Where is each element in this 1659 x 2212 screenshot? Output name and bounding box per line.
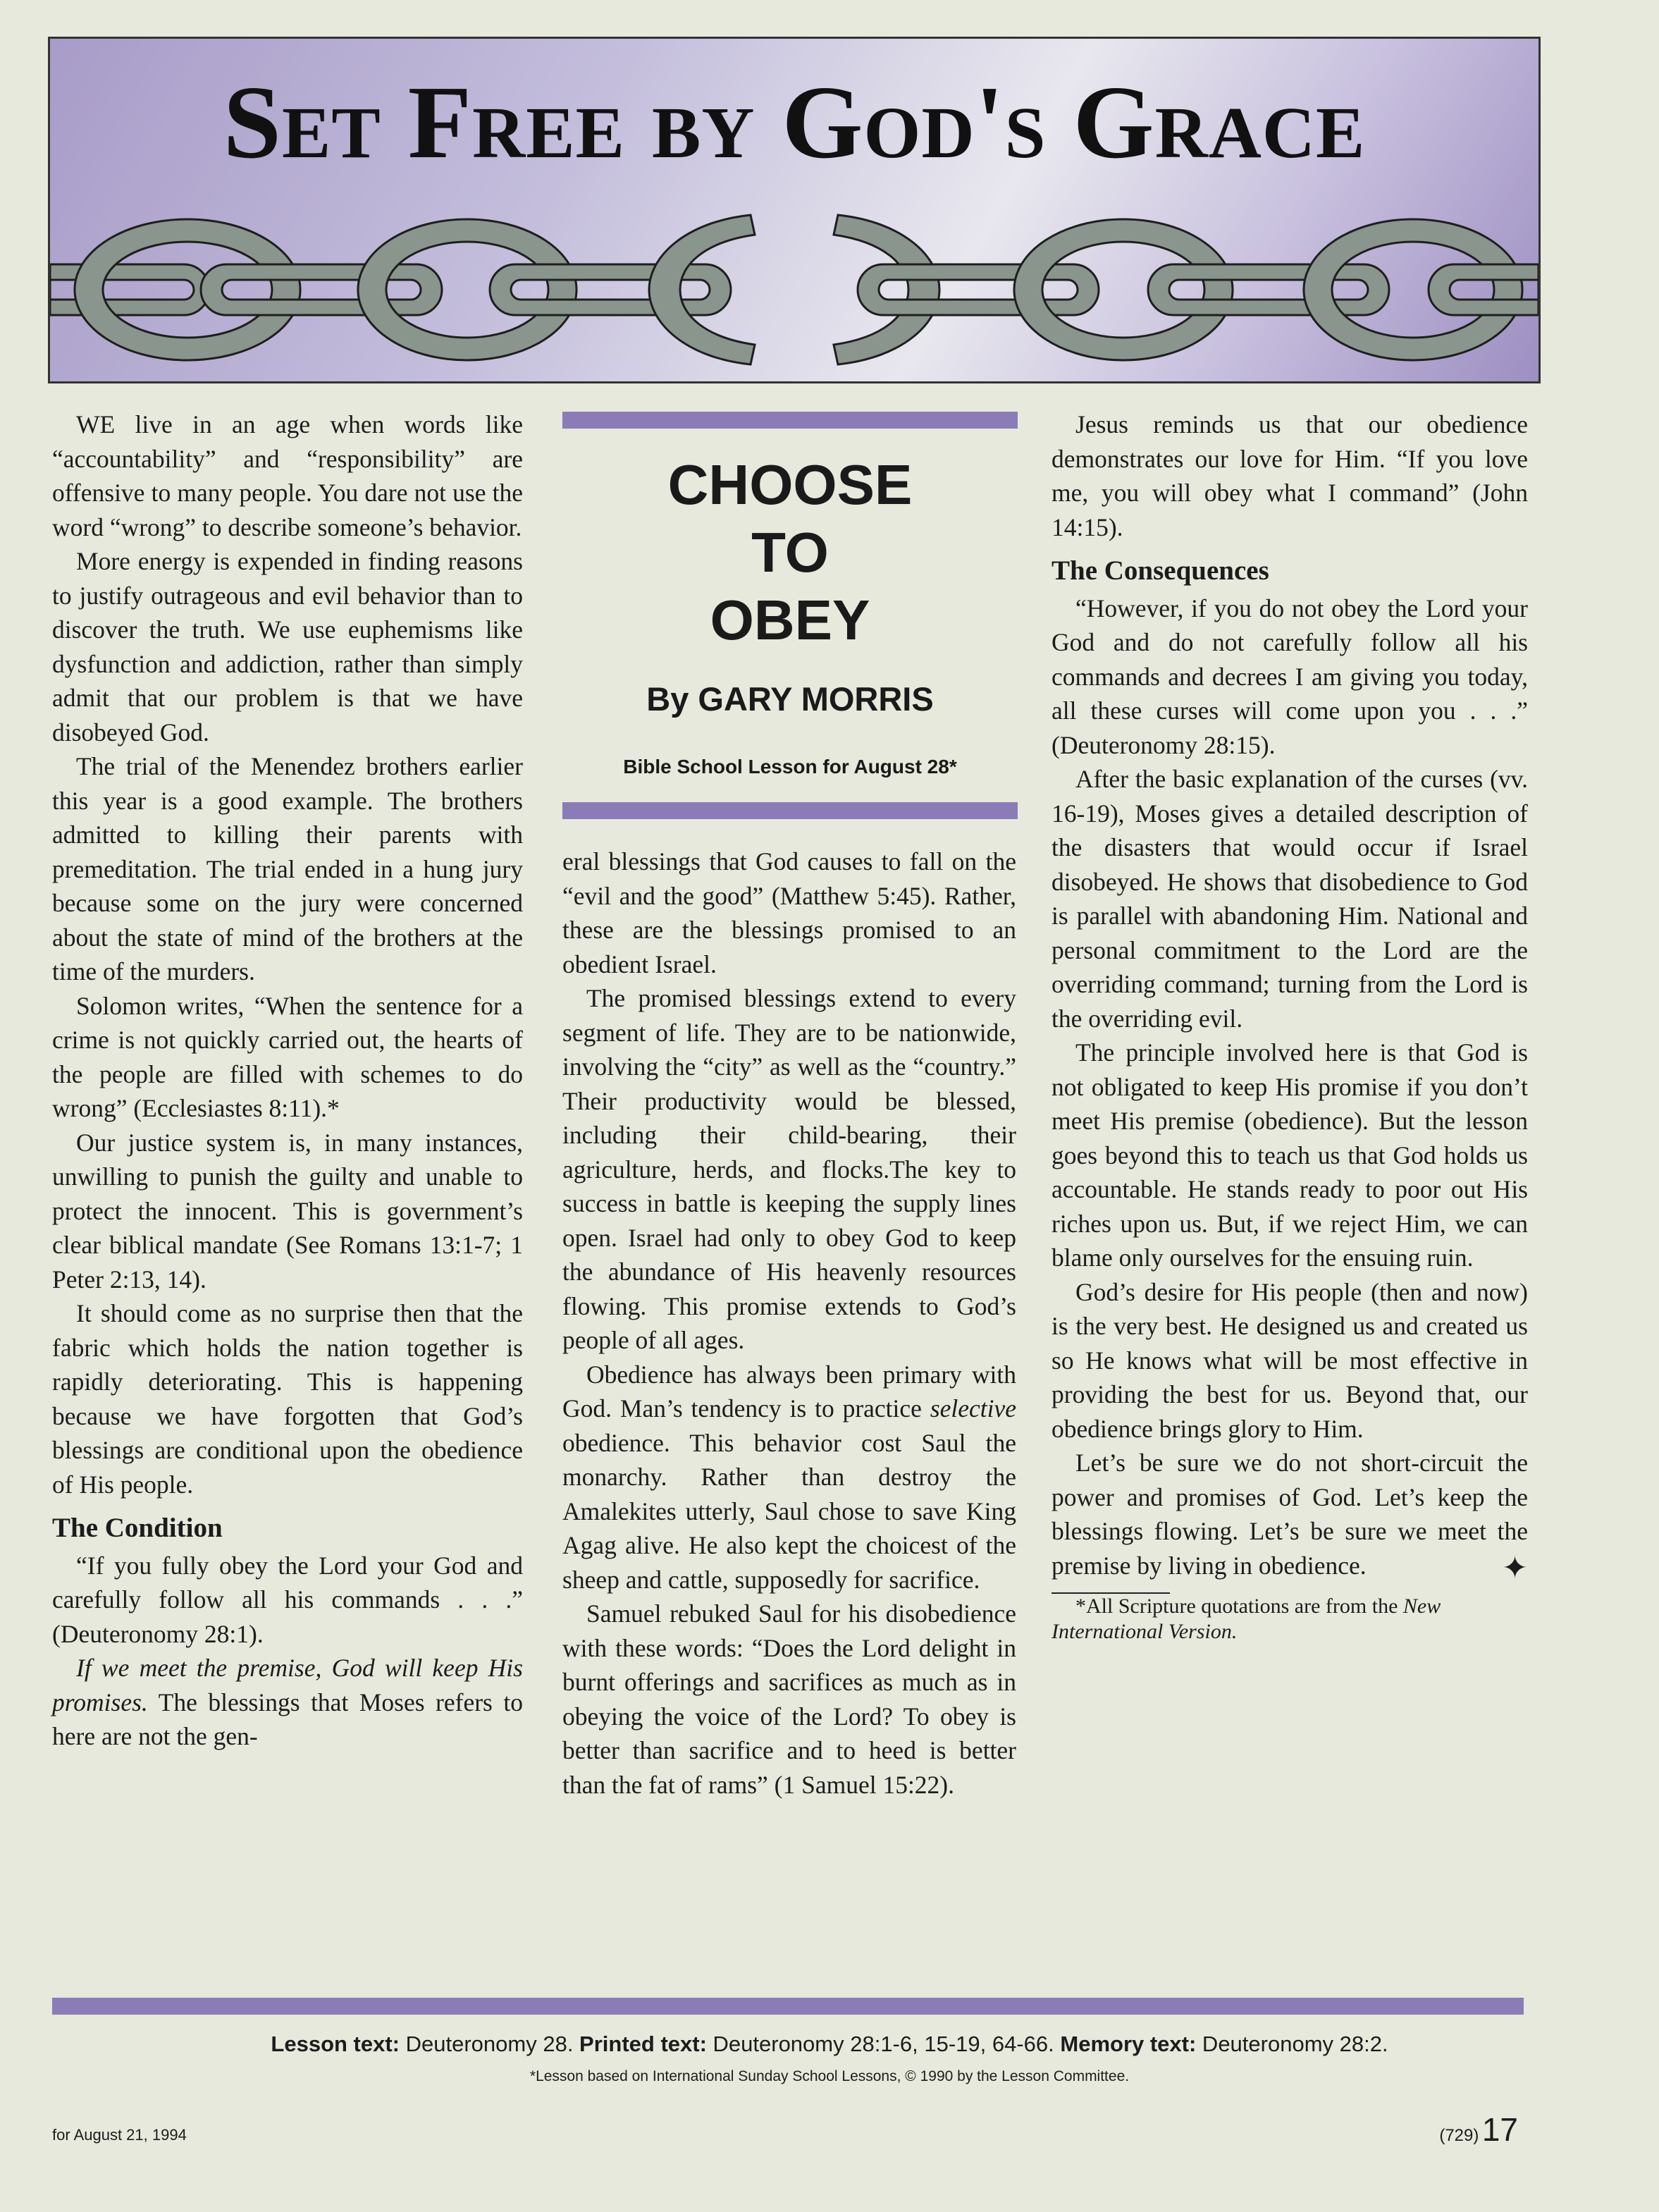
lesson-text-value: Deuteronomy 28. — [400, 2032, 580, 2056]
page-number-value: 17 — [1481, 2111, 1518, 2148]
paragraph: WE live in an age when words like “accountability” and “responsibility” are offensive to many people. You dare not use the word “wrong” to describe someone’s behavior. — [52, 410, 523, 541]
article-title — [562, 451, 1018, 654]
paragraph — [1051, 1446, 1528, 1583]
section-heading-condition: The Condition — [52, 1513, 223, 1543]
paragraph-text: Obedience has always been primary with God. Man’s tendency is to practice — [562, 1360, 1016, 1423]
paragraph: Solomon writes, “When the sentence for a crime is not quickly carried out, the hearts of the people are filled with schemes to do wrong” (Ecclesiastes 8:11).* — [52, 991, 523, 1122]
chain-illustration — [50, 194, 1538, 381]
paragraph — [52, 1651, 523, 1754]
printed-text-label: Printed text: — [579, 2032, 707, 2056]
title-top-rule — [562, 412, 1018, 429]
lesson-text-label: Lesson text: — [271, 2032, 400, 2056]
paragraph: “However, if you do not obey the Lord your God and do not carefully follow all his commands and decrees I am giving you today, all these curses will come upon you . . .” (Deuteronomy 28:15). — [1051, 594, 1528, 759]
memory-text-value: Deuteronomy 28:2. — [1196, 2032, 1388, 2056]
footnote-text: *All Scripture quotations are from the — [1075, 1595, 1403, 1618]
lesson-texts — [0, 2032, 1659, 2057]
emphasis-text: selective — [930, 1394, 1016, 1423]
paragraph-text: The blessings that Moses refers to here are not the gen- — [52, 1688, 523, 1750]
paragraph: Our justice system is, in many instances, unwilling to punish the guilty and unable to protect the innocent. This is government’s clear biblical mandate (See Romans 13:1-7; 1 Peter 2:13, 14). — [52, 1128, 523, 1294]
article-title-line: CHOOSE — [667, 453, 913, 516]
broken-link-right — [834, 215, 939, 364]
article-column-1 — [52, 407, 523, 1754]
chain-link — [1014, 219, 1233, 360]
paragraph: The principle involved here is that God is not obligated to keep His promise if you don’t meet His premise (obedience). But the lesson goes beyond this to teach us that God holds us accountable. He stands ready to poor out His riches upon us. But, if we reject Him, we can blame only ourselves for the ensuing ruin. — [1051, 1038, 1528, 1272]
memory-text-label: Memory text: — [1060, 2032, 1197, 2056]
footer-rule — [52, 1998, 1524, 2015]
chain-link — [1304, 219, 1522, 360]
paragraph: God’s desire for His people (then and now) is the very best. He designed us and created us so He knows what will be most effective in providing the best for us. Beyond that, our obedience brings glory to Him. — [1051, 1277, 1528, 1443]
title-banner — [48, 37, 1541, 383]
chain-link — [358, 219, 576, 360]
paragraph — [562, 1358, 1016, 1597]
printed-text-value: Deuteronomy 28:1-6, 15-19, 64-66. — [706, 2032, 1061, 2056]
paragraph: The trial of the Menendez brothers earlier this year is a good example. The brothers admitted to killing their parents with premeditation. The trial ended in a hung jury because some on the jury were concerned about the state of mind of the brothers at the time of the murders. — [52, 752, 523, 985]
paragraph: More energy is expended in finding reasons to justify outrageous and evil behavior than to discover the truth. We use euphemisms like dysfunction and addiction, rather than simply admit that our problem is that we have disobeyed God. — [52, 547, 523, 746]
footnote-version: New International Version. — [1051, 1595, 1441, 1643]
paragraph: “If you fully obey the Lord your God and carefully follow all his commands . . .” (Deuteronomy 28:1). — [52, 1551, 523, 1648]
article-column-2 — [562, 844, 1016, 1802]
section-heading-consequences: The Consequences — [1051, 555, 1269, 586]
chain-link — [75, 219, 300, 360]
paragraph: eral blessings that God causes to fall on the “evil and the good” (Matthew 5:45). Rather, these are the blessings promised to an obedient Israel. — [562, 847, 1016, 978]
copyright-credit: *Lesson based on International Sunday School Lessons, © 1990 by the Lesson Committee. — [529, 2068, 1130, 2084]
paragraph: Jesus reminds us that our obedience demonstrates our love for Him. “If you love me, you will obey what I command” (John 14:15). — [1051, 410, 1528, 541]
scripture-footnote — [1051, 1594, 1528, 1645]
broken-link-left — [649, 215, 755, 364]
issue-page: (729) — [1439, 2126, 1479, 2145]
page-number — [1439, 2110, 1518, 2149]
chain-link — [858, 264, 1099, 315]
paragraph-text: obedience. This behavior cost Saul the monarchy. Rather than destroy the Amalekites utterly, Saul chose to save King Agag alive. He also kept the choicest of the sheep and cattle, supposedly for sacrifice. — [562, 1428, 1016, 1594]
lesson-date: Bible School Lesson for August 28* — [623, 756, 957, 778]
paragraph: Samuel rebuked Saul for his disobedience with these words: “Does the Lord delight in burnt offerings and sacrifices as much as in obeying the voice of the Lord? To obey is better than sacrifice and to heed is better than the fat of rams” (1 Samuel 15:22). — [562, 1599, 1016, 1799]
end-of-article-icon: ✦ — [1502, 1550, 1528, 1585]
paragraph: It should come as no surprise then that the fabric which holds the nation together is rapidly deteriorating. This is happening because we have forgotten that God’s blessings are conditional upon the obedience of His people. — [52, 1299, 523, 1499]
byline: By GARY MORRIS — [646, 680, 934, 718]
banner-title: Set Free by God's Grace — [223, 65, 1366, 180]
paragraph: The promised blessings extend to every segment of life. They are to be nationwide, involving the “city” as well as the “country.” Their productivity would be blessed, including their child-bearing, their agriculture, herds, and flocks.The key to success in battle is keeping the supply lines open. Israel had only to obey God to keep the abundance of His heavenly resources flowing. This promise extends to God’s people of all ages. — [562, 984, 1016, 1354]
title-bottom-rule — [562, 802, 1018, 819]
chain-link — [1148, 264, 1389, 315]
emphasis-text: If we meet the premise, God will keep His promises. — [52, 1654, 523, 1716]
chain-link — [490, 264, 731, 315]
paragraph: After the basic explanation of the curses (vv. 16-19), Moses gives a detailed description of the disasters that would occur if Israel disobeyed. He shows that disobedience to God is parallel with abandoning Him. National and personal commitment to the Lord are the overriding command; turning from the Lord is the overriding evil. — [1051, 765, 1528, 1033]
paragraph-text: Let’s be sure we do not short-circuit the power and promises of God. Let’s keep the blessings flowing. Let’s be sure we meet the premise by living in obedience. — [1051, 1449, 1528, 1580]
article-title-block — [562, 412, 1018, 825]
article-column-3 — [1051, 407, 1528, 1645]
issue-date: for August 21, 1994 — [52, 2126, 187, 2144]
article-title-line: TO — [751, 521, 829, 584]
article-title-line: OBEY — [710, 589, 870, 651]
chain-link — [201, 264, 442, 315]
